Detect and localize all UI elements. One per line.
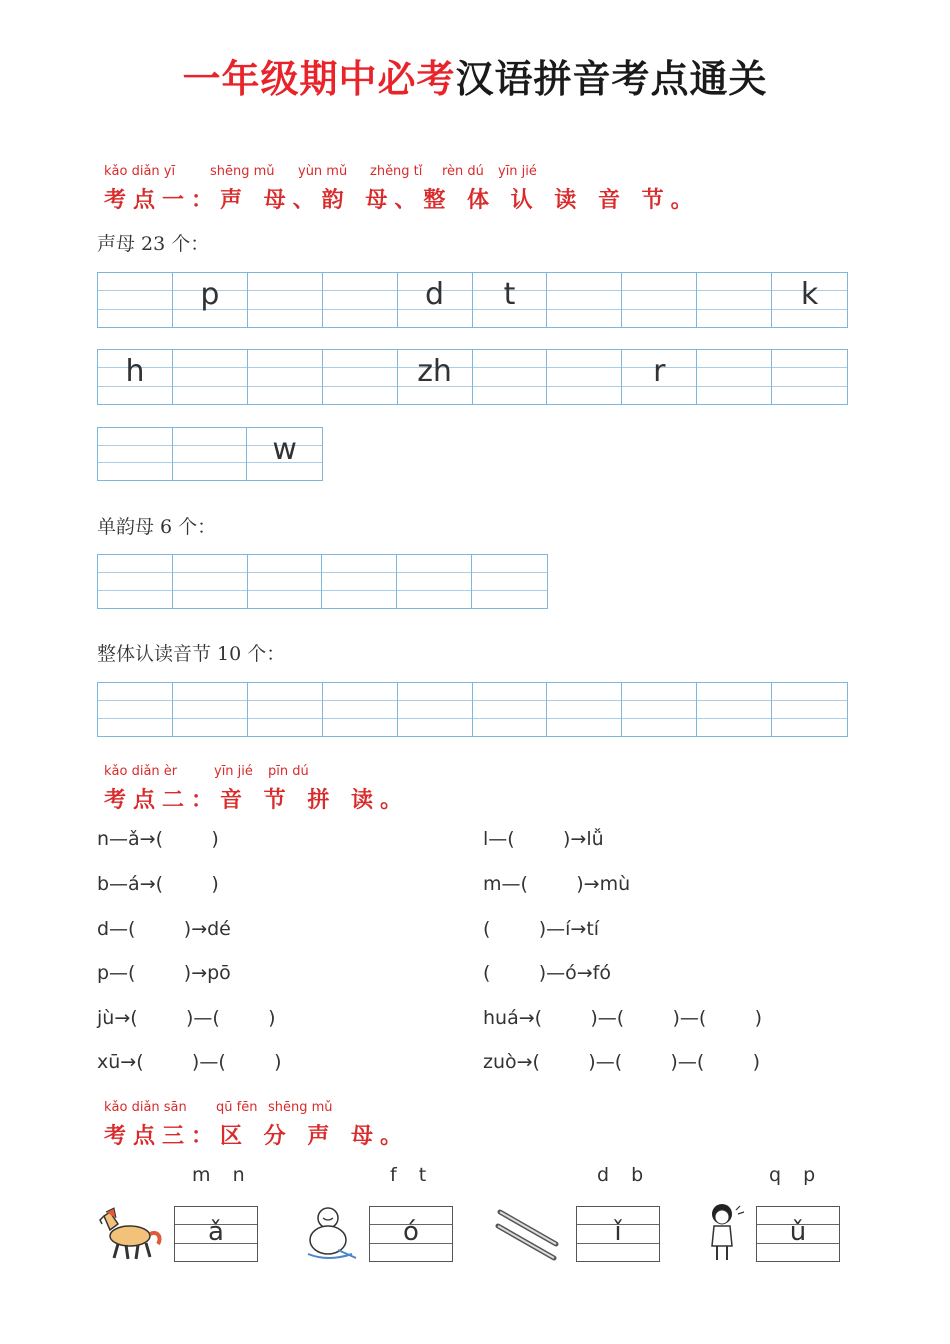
pen-picture — [494, 1202, 566, 1262]
initial-cell[interactable] — [547, 273, 622, 327]
answer-box-3[interactable] — [576, 1206, 660, 1262]
syllable-cell[interactable] — [772, 683, 847, 736]
section1-heading: 考点一：声 母、韵 母、整 体 认 读 音 节。 — [104, 188, 700, 213]
finals-label: 单韵母 6 个： — [97, 516, 217, 538]
exercise-left-1[interactable]: n—ǎ→( ) — [97, 828, 219, 850]
vowel-o2: ó — [403, 1217, 419, 1247]
syllables-grid — [97, 682, 848, 737]
initial-cell[interactable] — [323, 350, 398, 404]
exercise-right-4[interactable]: ( )—ó→fó — [483, 962, 611, 984]
syllable-cell[interactable] — [248, 683, 323, 736]
initials-grid-row2 — [97, 349, 848, 405]
girl-picture — [702, 1202, 750, 1262]
answer-box-4[interactable] — [756, 1206, 840, 1262]
initials-grid-row3 — [97, 427, 323, 481]
final-cell[interactable] — [322, 555, 397, 608]
final-cell[interactable] — [472, 555, 547, 608]
initial-cell[interactable] — [173, 273, 248, 327]
pinyin-yunmu: yùn mǔ — [298, 164, 348, 179]
syllable-cell[interactable] — [323, 683, 398, 736]
final-cell[interactable] — [173, 555, 248, 608]
exercise-right-3[interactable]: ( )—í→tí — [483, 918, 600, 940]
initial-cell[interactable] — [697, 350, 772, 404]
pinyin-pindu: pīn dú — [268, 764, 309, 779]
initial-letter: t — [503, 277, 516, 312]
exercise-left-3[interactable]: d—( )→dé — [97, 918, 231, 940]
choices-qp: q p — [769, 1164, 817, 1186]
initial-cell[interactable] — [697, 273, 772, 327]
pinyin-zhengti: zhěng tǐ — [370, 164, 423, 179]
title-black-part: 汉语拼音考点通关 — [455, 57, 768, 101]
initials-label: 声母 23 个： — [97, 233, 210, 255]
page-title — [0, 48, 950, 103]
pinyin-kaodianyi: kǎo diǎn yī — [104, 164, 176, 179]
initial-cell[interactable] — [98, 428, 173, 480]
syllable-cell[interactable] — [98, 683, 173, 736]
initial-letter: r — [653, 354, 666, 389]
initial-cell[interactable] — [248, 273, 323, 327]
initial-cell[interactable] — [398, 350, 473, 404]
pinyin-yinjie2: yīn jié — [214, 764, 253, 779]
vowel-i3: ǐ — [614, 1217, 622, 1247]
syllable-cell[interactable] — [697, 683, 772, 736]
section3-heading: 考点三：区 分 声 母。 — [104, 1124, 409, 1149]
pinyin-yinjie: yīn jié — [498, 164, 537, 179]
initial-cell[interactable] — [473, 350, 548, 404]
answer-box-1[interactable] — [174, 1206, 258, 1262]
initial-letter: p — [200, 277, 220, 312]
initial-cell[interactable] — [772, 350, 847, 404]
initial-cell[interactable] — [98, 273, 173, 327]
initial-cell[interactable] — [173, 428, 248, 480]
exercise-right-5[interactable]: huá→( )—( )—( ) — [483, 1007, 763, 1029]
initial-cell[interactable] — [772, 273, 847, 327]
exercise-left-2[interactable]: b—á→( ) — [97, 873, 219, 895]
syllable-cell[interactable] — [173, 683, 248, 736]
initial-cell[interactable] — [473, 273, 548, 327]
pinyin-rendu: rèn dú — [442, 164, 484, 179]
syllables-label: 整体认读音节 10 个： — [97, 643, 286, 665]
pinyin-shengmu3: shēng mǔ — [268, 1100, 333, 1115]
initial-cell[interactable] — [323, 273, 398, 327]
syllable-cell[interactable] — [622, 683, 697, 736]
initial-letter: d — [425, 277, 445, 312]
final-cell[interactable] — [248, 555, 323, 608]
initials-grid-row1 — [97, 272, 848, 328]
initial-cell[interactable] — [622, 350, 697, 404]
buddha-picture — [298, 1204, 362, 1262]
exercise-left-4[interactable]: p—( )→pō — [97, 962, 231, 984]
initial-letter: zh — [417, 354, 452, 389]
pinyin-shengmu: shēng mǔ — [210, 164, 275, 179]
initial-cell[interactable] — [622, 273, 697, 327]
initial-letter: h — [125, 354, 145, 389]
pinyin-kaodianer: kǎo diǎn èr — [104, 764, 178, 779]
vowel-u3: ǔ — [789, 1217, 807, 1247]
initial-cell[interactable] — [398, 273, 473, 327]
initial-cell[interactable] — [547, 350, 622, 404]
vowel-a3: ǎ — [208, 1217, 224, 1247]
initial-cell[interactable] — [98, 350, 173, 404]
choices-mn: m n — [192, 1164, 246, 1186]
exercise-left-6[interactable]: xū→( )—( ) — [97, 1051, 282, 1073]
pinyin-kaodiansan: kǎo diǎn sān — [104, 1100, 187, 1115]
title-red-part: 一年级期中必考 — [182, 57, 456, 101]
exercise-left-5[interactable]: jù→( )—( ) — [97, 1007, 276, 1029]
syllable-cell[interactable] — [473, 683, 548, 736]
syllable-cell[interactable] — [398, 683, 473, 736]
initial-cell[interactable] — [248, 350, 323, 404]
initial-cell[interactable] — [247, 428, 322, 480]
initial-cell[interactable] — [173, 350, 248, 404]
initial-letter: w — [272, 432, 297, 467]
pinyin-qufen: qū fēn — [216, 1100, 258, 1115]
exercise-right-1[interactable]: l—( )→lǚ — [483, 828, 604, 850]
finals-grid — [97, 554, 548, 609]
answer-box-2[interactable] — [369, 1206, 453, 1262]
section2-heading: 考点二：音 节 拼 读。 — [104, 788, 409, 813]
final-cell[interactable] — [397, 555, 472, 608]
final-cell[interactable] — [98, 555, 173, 608]
exercise-right-6[interactable]: zuò→( )—( )—( ) — [483, 1051, 760, 1073]
horse-picture — [96, 1204, 166, 1262]
syllable-cell[interactable] — [547, 683, 622, 736]
initial-letter: k — [800, 277, 819, 312]
exercise-right-2[interactable]: m—( )→mù — [483, 873, 631, 895]
choices-ft: f t — [390, 1164, 428, 1186]
choices-db: d b — [597, 1164, 645, 1186]
